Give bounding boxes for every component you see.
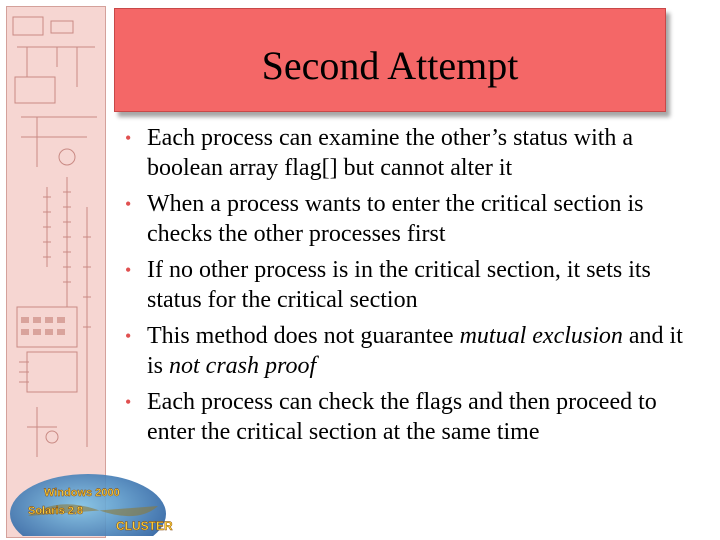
logo-line2: Solaris 2.8: [28, 505, 84, 517]
bullet-text: and it is: [147, 323, 683, 379]
bullet-text-italic: not crash proof: [169, 353, 317, 379]
bullet-text-italic: mutual exclusion: [459, 323, 623, 349]
bullet-marker: •: [125, 326, 132, 346]
sidebar-circuit-decoration: [6, 6, 106, 538]
globe-logo-icon: [8, 466, 188, 536]
bullet-text: This method does not guarantee: [147, 323, 460, 349]
bullet-text: Each process can check the flags and then proceed to enter the critical section at the same time: [147, 389, 657, 445]
bullet-item: [125, 387, 685, 447]
bullet-list: [125, 123, 685, 453]
bullet-item: [125, 255, 685, 315]
bullet-text: When a process wants to enter the critical section is checks the other processes first: [147, 191, 644, 247]
bullet-item: [125, 321, 685, 381]
bullet-item: [125, 123, 685, 183]
slide-title: Second Attempt: [261, 42, 519, 88]
bullet-text: If no other process is in the critical section, it sets its status for the critical section: [147, 257, 651, 313]
bullet-marker: •: [125, 128, 132, 148]
bullet-marker: •: [125, 260, 132, 280]
slide-title-box: [114, 8, 666, 112]
logo-line3: CLUSTER: [116, 519, 173, 533]
bullet-marker: •: [125, 194, 132, 214]
bullet-marker: •: [125, 392, 132, 412]
bullet-item: [125, 189, 685, 249]
circuit-diagram-icon: [7, 7, 105, 537]
bullet-text: Each process can examine the other’s status with a boolean array flag[] but cannot alter it: [147, 125, 634, 181]
logo-line1: Windows 2000: [44, 487, 120, 499]
